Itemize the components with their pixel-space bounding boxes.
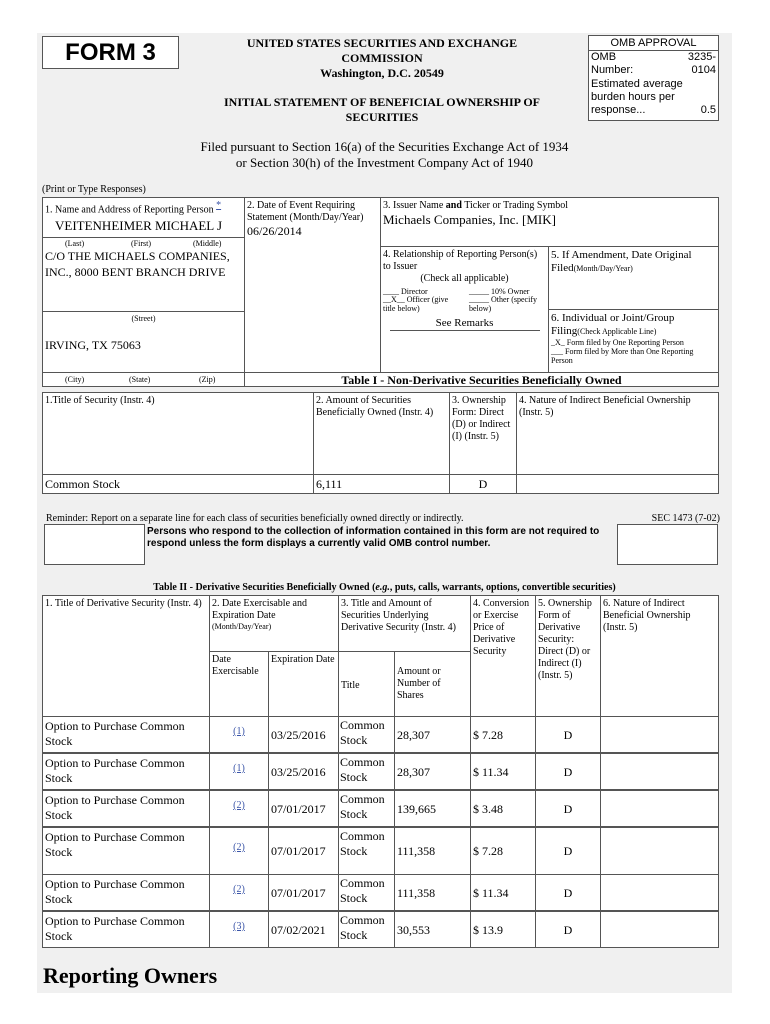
omb-number-value: 3235-0104 bbox=[687, 51, 716, 76]
omb-approval-box bbox=[588, 35, 719, 121]
t2-row-exercisable[interactable]: (2) bbox=[209, 874, 269, 911]
label-street: (Street) bbox=[131, 314, 156, 323]
t1-row-title: Common Stock bbox=[42, 474, 314, 494]
t1-row-form: D bbox=[449, 474, 517, 494]
t2-row-price: $ 7.28 bbox=[470, 827, 536, 875]
t2-row-price: $ 11.34 bbox=[470, 753, 536, 790]
box1-label: 1. Name and Address of Reporting Person bbox=[45, 204, 214, 216]
box6-label: 6. Individual or Joint/Group Filing bbox=[551, 312, 675, 337]
t2-row-nature bbox=[600, 911, 719, 948]
t2-header-price: 4. Conversion or Exercise Price of Derivative Security bbox=[470, 595, 536, 717]
box2-label: 2. Date of Event Requiring Statement (Month/Day/Year) bbox=[247, 200, 364, 223]
filing-more-persons: ___ Form filed by More than One Reporting Person bbox=[551, 347, 694, 365]
option-officer: __X__ Officer (give title below) bbox=[383, 295, 449, 313]
officer-title-remarks: See Remarks bbox=[390, 317, 540, 331]
t2-row-price: $ 11.34 bbox=[470, 874, 536, 911]
box1-label-wrap bbox=[43, 198, 244, 216]
label-first: (First) bbox=[131, 239, 151, 249]
t2-row-title: Option to Purchase Common Stock bbox=[42, 911, 210, 948]
agency-line2: COMMISSION bbox=[341, 51, 423, 65]
city-state-zip-labels bbox=[42, 372, 245, 387]
box3-label-pre: 3. Issuer Name bbox=[383, 200, 446, 211]
omb-burden-label: Estimated average burden hours per response... bbox=[591, 78, 683, 116]
box5-amendment bbox=[548, 246, 719, 310]
t2-row-title: Option to Purchase Common Stock bbox=[42, 874, 210, 911]
t2-row-form: D bbox=[535, 874, 601, 911]
t2-header-nature: 6. Nature of Indirect Beneficial Ownership (Instr. 5) bbox=[600, 595, 719, 717]
t2-row-nature bbox=[600, 790, 719, 827]
t2-row-price: $ 7.28 bbox=[470, 716, 536, 753]
reporting-owners-heading: Reporting Owners bbox=[43, 963, 218, 988]
omb-burden-row bbox=[589, 78, 718, 117]
t2-row-nature bbox=[600, 716, 719, 753]
box3-label bbox=[381, 198, 718, 212]
t2-row-underlying-title: Common Stock bbox=[338, 753, 395, 790]
box4-check: (Check all applicable) bbox=[420, 273, 509, 284]
issuer-name-value: Michaels Companies, Inc. [MIK] bbox=[383, 212, 556, 227]
box5-label: 5. If Amendment, Date Original Filed bbox=[551, 249, 692, 274]
label-state: (State) bbox=[129, 375, 151, 384]
t2-row-shares: 28,307 bbox=[394, 716, 471, 753]
table1-title bbox=[244, 372, 719, 387]
t2-row-nature bbox=[600, 874, 719, 911]
t2-row-form: D bbox=[535, 911, 601, 948]
statement-title bbox=[187, 95, 577, 125]
t2-row-form: D bbox=[535, 790, 601, 827]
table2-title-post: , puts, calls, warrants, options, convertible securities) bbox=[389, 582, 616, 593]
omb-number-row bbox=[589, 51, 718, 78]
statement-line2: SECURITIES bbox=[345, 110, 419, 124]
option-other: _____ Other (specify below) bbox=[469, 295, 537, 313]
reminder-text: Reminder: Report on a separate line for each class of securities beneficially owned directly or indirectly. bbox=[46, 513, 464, 524]
box6-label-wrap bbox=[549, 310, 718, 338]
t2-header-title: 1. Title of Derivative Security (Instr. 4) bbox=[42, 595, 210, 717]
reporting-address: C/O THE MICHAELS COMPANIES, INC., 8000 BENT BRANCH DRIVE bbox=[45, 249, 230, 280]
box2-event-date bbox=[244, 197, 381, 373]
t2-row-title: Option to Purchase Common Stock bbox=[42, 753, 210, 790]
t2-header-form: 5. Ownership Form of Derivative Security: Direct (D) or Indirect (I) (Instr. 5) bbox=[535, 595, 601, 717]
label-last: (Last) bbox=[65, 239, 85, 249]
agency-line1: UNITED STATES SECURITIES AND EXCHANGE bbox=[246, 36, 518, 50]
t1-header-amount: 2. Amount of Securities Beneficially Owned (Instr. 4) bbox=[313, 392, 450, 475]
t2-row-expiration: 07/01/2017 bbox=[268, 874, 339, 911]
filed-pursuant bbox=[137, 139, 632, 171]
box5-label-wrap bbox=[549, 247, 718, 275]
notice-left-box bbox=[44, 524, 145, 565]
t2-header-u-title: Title bbox=[338, 651, 395, 717]
t2-header-underlying: 3. Title and Amount of Securities Underlying Derivative Security (Instr. 4) bbox=[338, 595, 471, 717]
event-date-value: 06/26/2014 bbox=[247, 224, 302, 238]
t2-row-title: Option to Purchase Common Stock bbox=[42, 790, 210, 827]
omb-title: OMB APPROVAL bbox=[589, 36, 718, 51]
reporting-city-state-zip: IRVING, TX 75063 bbox=[45, 338, 141, 352]
label-city: (City) bbox=[65, 375, 85, 384]
t2-row-expiration: 07/01/2017 bbox=[268, 790, 339, 827]
t1-row-amount: 6,111 bbox=[313, 474, 450, 494]
t2-row-form: D bbox=[535, 827, 601, 875]
box5-sub: (Month/Day/Year) bbox=[573, 264, 633, 273]
box1-asterisk[interactable]: * bbox=[216, 200, 222, 211]
t2-row-shares: 139,665 bbox=[394, 790, 471, 827]
t2-row-shares: 111,358 bbox=[394, 874, 471, 911]
t2-row-underlying-title: Common Stock bbox=[338, 716, 395, 753]
t2-row-expiration: 03/25/2016 bbox=[268, 716, 339, 753]
box3-issuer bbox=[380, 197, 719, 247]
box3-label-and: and bbox=[445, 200, 462, 211]
filed-line1: Filed pursuant to Section 16(a) of the Securities Exchange Act of 1934 bbox=[200, 139, 569, 154]
t2-row-expiration: 07/01/2017 bbox=[268, 827, 339, 875]
agency-line3: Washington, D.C. 20549 bbox=[320, 66, 444, 80]
print-note: (Print or Type Responses) bbox=[42, 184, 146, 195]
t2-row-exercisable[interactable]: (1) bbox=[209, 716, 269, 753]
box4-label: 4. Relationship of Reporting Person(s) to Issuer bbox=[383, 249, 538, 272]
filing-one-person: _X_ Form filed by One Reporting Person bbox=[551, 338, 684, 347]
agency-header bbox=[197, 36, 567, 81]
t2-row-exercisable[interactable]: (2) bbox=[209, 790, 269, 827]
t2-header-shares: Amount or Number of Shares bbox=[394, 651, 471, 717]
table1-title-text: Table I - Non-Derivative Securities Beneficially Owned bbox=[341, 373, 622, 387]
t2-row-nature bbox=[600, 753, 719, 790]
omb-burden-value: 0.5 bbox=[700, 104, 716, 116]
option-10pct-owner: _____ 10% Owner bbox=[469, 287, 530, 296]
table2-title bbox=[37, 582, 732, 594]
t2-row-title: Option to Purchase Common Stock bbox=[42, 716, 210, 753]
table2-title-pre: Table II - Derivative Securities Beneficially Owned ( bbox=[153, 582, 376, 593]
label-middle: (Middle) bbox=[193, 239, 222, 249]
filed-line2: or Section 30(h) of the Investment Company Act of 1940 bbox=[235, 155, 534, 170]
form-page bbox=[37, 33, 732, 993]
form-title: FORM 3 bbox=[65, 39, 156, 66]
t2-header-expiration: Expiration Date bbox=[268, 651, 339, 717]
t2-header-exercisable: Date Exercisable bbox=[209, 651, 269, 717]
box1-name-parts bbox=[43, 237, 244, 248]
table2-title-eg: e.g. bbox=[375, 582, 390, 593]
box1-reporting-person bbox=[42, 197, 245, 373]
box3-label-post: Ticker or Trading Symbol bbox=[461, 200, 569, 211]
option-director: ____ Director bbox=[383, 287, 428, 296]
notice-right-box bbox=[617, 524, 718, 565]
t2-row-underlying-title: Common Stock bbox=[338, 827, 395, 875]
box6-sub: (Check Applicable Line) bbox=[577, 327, 657, 336]
t2-row-price: $ 13.9 bbox=[470, 911, 536, 948]
t2-row-title: Option to Purchase Common Stock bbox=[42, 827, 210, 875]
t2-header-dates-label: 2. Date Exercisable and Expiration Date bbox=[212, 598, 307, 621]
t2-row-exercisable[interactable]: (1) bbox=[209, 753, 269, 790]
t2-row-shares: 28,307 bbox=[394, 753, 471, 790]
label-zip: (Zip) bbox=[199, 375, 216, 384]
t2-row-shares: 30,553 bbox=[394, 911, 471, 948]
form-title-box bbox=[42, 36, 179, 69]
omb-notice: Persons who respond to the collection of information contained in this form are not required to respond unless the form displays a currently valid OMB control number. bbox=[147, 526, 600, 549]
t2-row-exercisable[interactable]: (3) bbox=[209, 911, 269, 948]
t2-row-expiration: 03/25/2016 bbox=[268, 753, 339, 790]
t1-header-form: 3. Ownership Form: Direct (D) or Indirect (I) (Instr. 5) bbox=[449, 392, 517, 475]
t2-header-dates-sub: (Month/Day/Year) bbox=[212, 622, 272, 631]
t1-row-nature bbox=[516, 474, 719, 494]
t2-row-exercisable[interactable]: (2) bbox=[209, 827, 269, 875]
t2-row-price: $ 3.48 bbox=[470, 790, 536, 827]
box1-street-divider bbox=[43, 311, 244, 312]
t2-row-underlying-title: Common Stock bbox=[338, 790, 395, 827]
t2-row-shares: 111,358 bbox=[394, 827, 471, 875]
t2-row-underlying-title: Common Stock bbox=[338, 911, 395, 948]
omb-number-label: OMB Number: bbox=[591, 51, 634, 76]
t2-row-form: D bbox=[535, 753, 601, 790]
t1-header-title: 1.Title of Security (Instr. 4) bbox=[42, 392, 314, 475]
box4-options-row2 bbox=[381, 295, 548, 317]
t2-row-expiration: 07/02/2021 bbox=[268, 911, 339, 948]
box6-filing-type bbox=[548, 309, 719, 373]
statement-line1: INITIAL STATEMENT OF BENEFICIAL OWNERSHIP OF bbox=[224, 95, 540, 109]
sec-code: SEC 1473 (7-02) bbox=[651, 513, 720, 524]
reporting-person-name: VEITENHEIMER MICHAEL J bbox=[55, 218, 223, 234]
t1-header-nature: 4. Nature of Indirect Beneficial Ownership (Instr. 5) bbox=[516, 392, 719, 475]
t2-row-underlying-title: Common Stock bbox=[338, 874, 395, 911]
t2-row-form: D bbox=[535, 716, 601, 753]
t2-row-nature bbox=[600, 827, 719, 875]
box4-relationship bbox=[380, 246, 549, 373]
